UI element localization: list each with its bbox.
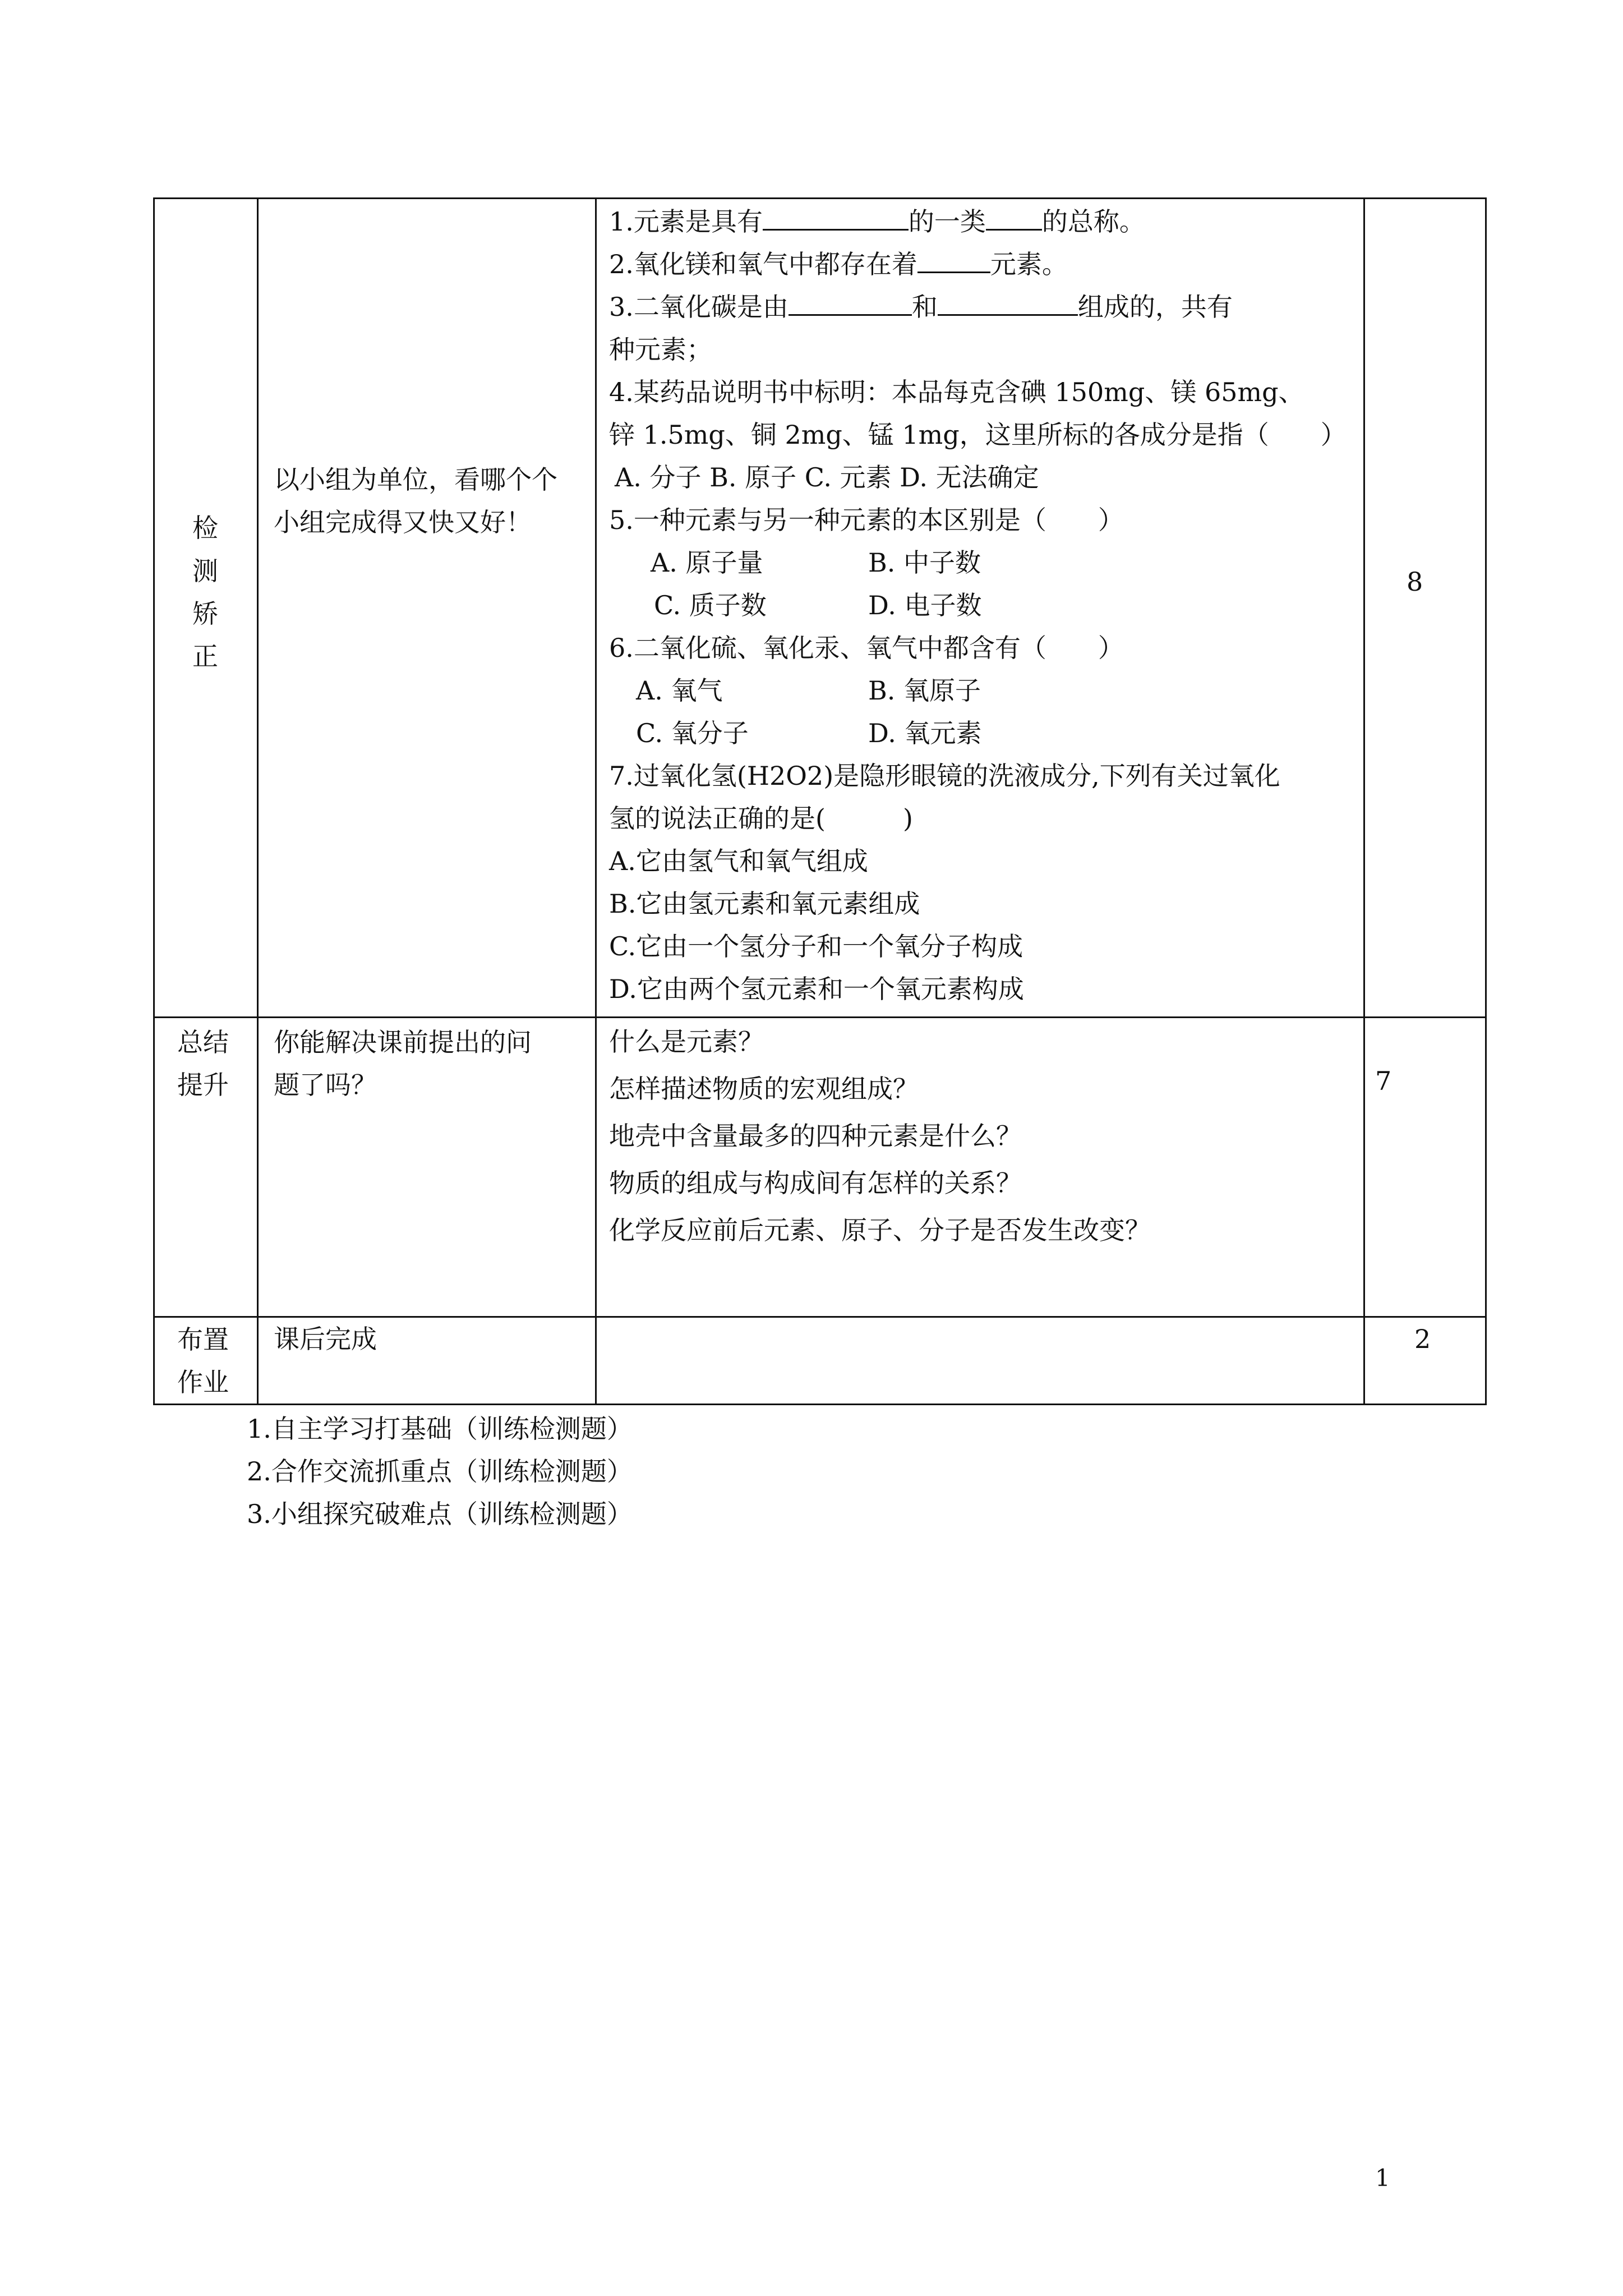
page-number: 1 [1375, 2164, 1390, 2192]
fill-blank [938, 292, 1078, 316]
question-7-line: 氢的说法正确的是( ) [609, 803, 913, 834]
row-divider [153, 1016, 1487, 1018]
option: B.它由氢元素和氧元素组成 [609, 889, 920, 919]
stage-label: 布置 作业 [177, 1324, 229, 1397]
option: A.它由氢气和氧气组成 [609, 846, 868, 876]
time-minutes: 7 [1375, 1066, 1392, 1096]
table-border-right [1485, 197, 1487, 1405]
stage-label-char: 测 [192, 556, 218, 586]
option: A. 原子量 [651, 547, 763, 578]
stage-label: 总结 提升 [177, 1027, 229, 1100]
fill-blank [763, 206, 909, 231]
question-4-line: 锌 1.5mg、铜 2mg、锰 1mg，这里所标的各成分是指（ ） [609, 420, 1347, 450]
option: D. 氧元素 [868, 718, 982, 748]
table-border-top [153, 197, 1487, 199]
option: C.它由一个氢分子和一个氧分子构成 [609, 931, 1023, 961]
homework-item: 3.小组探究破难点（训练检测题） [247, 1499, 633, 1529]
question-4-options: A. 分子 B. 原子 C. 元素 D. 无法确定 [615, 462, 1039, 493]
option: B. 中子数 [868, 547, 981, 578]
option: D. 电子数 [868, 590, 982, 620]
review-question: 什么是元素？ [609, 1027, 764, 1057]
time-minutes: 8 [1407, 567, 1423, 597]
review-question: 化学反应前后元素、原子、分子是否发生改变？ [609, 1215, 1151, 1245]
review-question: 物质的组成与构成间有怎样的关系？ [609, 1168, 1022, 1198]
question-3: 3.二氧化碳是由 和 组成的，共有 [609, 292, 1233, 322]
activity-text: 小组完成得又快又好！ [274, 507, 532, 537]
stage-label-char: 矫 [192, 599, 218, 629]
activity-text: 以小组为单位，看哪个个 [274, 464, 557, 495]
question-3-cont: 种元素； [609, 334, 712, 365]
review-question: 怎样描述物质的宏观组成？ [609, 1074, 919, 1104]
activity-text: 课后完成 [274, 1324, 377, 1354]
activity-text: 你能解决课前提出的问 题了吗？ [274, 1027, 532, 1100]
column-divider [257, 197, 259, 1405]
question-4-line: 4.某药品说明书中标明：本品每克含碘 150mg、镁 65mg、 [609, 377, 1304, 407]
question-5-stem: 5.一种元素与另一种元素的本区别是（ ） [609, 505, 1124, 535]
row-divider [153, 1316, 1487, 1318]
question-1: 1.元素是具有 的一类 的总称。 [609, 206, 1145, 237]
column-divider [1363, 197, 1365, 1405]
fill-blank [789, 292, 912, 316]
stage-label-char: 检 [192, 513, 218, 543]
homework-item: 1.自主学习打基础（训练检测题） [247, 1414, 633, 1444]
review-question: 地壳中含量最多的四种元素是什么？ [609, 1121, 1022, 1151]
option: C. 质子数 [654, 590, 767, 620]
table-border-bottom [153, 1404, 1487, 1405]
option: C. 氧分子 [636, 718, 749, 748]
option: A. 氧气 [636, 675, 723, 706]
question-7-line: 7.过氧化氢(H2O2)是隐形眼镜的洗液成分,下列有关过氧化 [609, 761, 1280, 791]
column-divider [595, 197, 597, 1405]
time-minutes: 2 [1414, 1324, 1431, 1354]
option: B. 氧原子 [868, 675, 981, 706]
fill-blank [986, 206, 1042, 231]
option: D.它由两个氢元素和一个氧元素构成 [609, 974, 1024, 1004]
fill-blank [917, 249, 990, 273]
stage-label-char: 正 [192, 641, 218, 671]
table-border-left [153, 197, 155, 1405]
homework-item: 2.合作交流抓重点（训练检测题） [247, 1456, 633, 1487]
question-6-stem: 6.二氧化硫、氧化汞、氧气中都含有（ ） [609, 633, 1124, 663]
question-2: 2.氧化镁和氧气中都存在着 元素。 [609, 249, 1068, 279]
